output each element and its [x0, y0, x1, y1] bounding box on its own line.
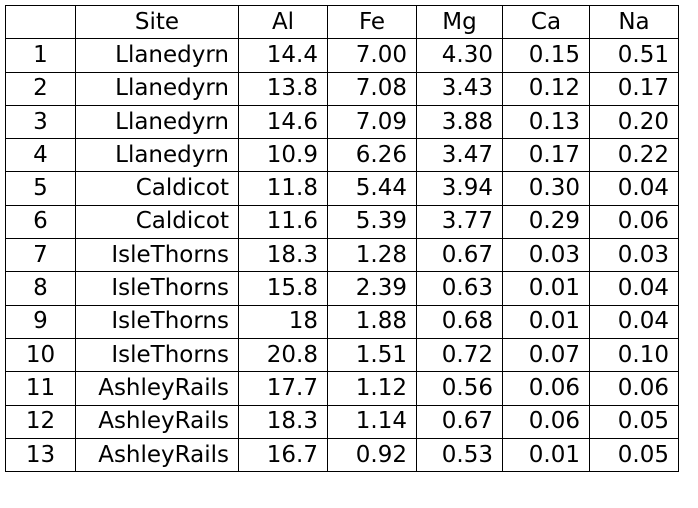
cell-fe: 0.92: [328, 438, 417, 471]
cell-ca: 0.13: [503, 105, 590, 138]
table-row: [6, 105, 679, 138]
header-cell-index: [6, 6, 76, 39]
cell-mg: 3.43: [417, 72, 503, 105]
cell-fe: 7.08: [328, 72, 417, 105]
cell-al: 11.6: [239, 205, 328, 238]
cell-row-index: 6: [6, 205, 76, 238]
cell-mg: 0.67: [417, 405, 503, 438]
cell-row-index: 10: [6, 338, 76, 371]
cell-ca: 0.01: [503, 272, 590, 305]
cell-row-index: 4: [6, 139, 76, 172]
cell-row-index: 12: [6, 405, 76, 438]
cell-fe: 5.39: [328, 205, 417, 238]
header-row: [6, 6, 679, 39]
cell-row-index: 9: [6, 305, 76, 338]
cell-al: 14.4: [239, 39, 328, 72]
cell-al: 11.8: [239, 172, 328, 205]
table-row: [6, 39, 679, 72]
data-table-container: [5, 5, 679, 472]
cell-site: IsleThorns: [76, 338, 239, 371]
cell-ca: 0.01: [503, 305, 590, 338]
table-row: [6, 172, 679, 205]
cell-row-index: 7: [6, 239, 76, 272]
cell-site: IsleThorns: [76, 239, 239, 272]
table-row: [6, 72, 679, 105]
cell-row-index: 2: [6, 72, 76, 105]
cell-na: 0.04: [590, 172, 679, 205]
cell-fe: 2.39: [328, 272, 417, 305]
cell-na: 0.10: [590, 338, 679, 371]
cell-al: 10.9: [239, 139, 328, 172]
cell-site: Caldicot: [76, 172, 239, 205]
cell-site: Llanedyrn: [76, 72, 239, 105]
table-row: [6, 239, 679, 272]
cell-mg: 0.67: [417, 239, 503, 272]
header-cell-site: Site: [76, 6, 239, 39]
cell-row-index: 11: [6, 372, 76, 405]
cell-na: 0.17: [590, 72, 679, 105]
cell-site: AshleyRails: [76, 372, 239, 405]
cell-al: 18.3: [239, 239, 328, 272]
cell-site: AshleyRails: [76, 405, 239, 438]
cell-ca: 0.06: [503, 405, 590, 438]
cell-al: 13.8: [239, 72, 328, 105]
cell-site: Llanedyrn: [76, 39, 239, 72]
table-row: [6, 338, 679, 371]
table-row: [6, 272, 679, 305]
table-row: [6, 438, 679, 471]
cell-na: 0.06: [590, 205, 679, 238]
cell-na: 0.04: [590, 305, 679, 338]
cell-ca: 0.03: [503, 239, 590, 272]
cell-site: IsleThorns: [76, 305, 239, 338]
cell-al: 16.7: [239, 438, 328, 471]
cell-mg: 0.72: [417, 338, 503, 371]
cell-al: 14.6: [239, 105, 328, 138]
cell-al: 18: [239, 305, 328, 338]
cell-mg: 3.47: [417, 139, 503, 172]
header-cell-ca: Ca: [503, 6, 590, 39]
cell-fe: 1.28: [328, 239, 417, 272]
cell-mg: 0.68: [417, 305, 503, 338]
cell-ca: 0.29: [503, 205, 590, 238]
cell-ca: 0.12: [503, 72, 590, 105]
data-table: [5, 5, 679, 472]
cell-fe: 1.12: [328, 372, 417, 405]
table-body: [6, 39, 679, 472]
table-row: [6, 372, 679, 405]
cell-na: 0.04: [590, 272, 679, 305]
cell-ca: 0.15: [503, 39, 590, 72]
cell-fe: 1.88: [328, 305, 417, 338]
cell-ca: 0.01: [503, 438, 590, 471]
cell-row-index: 5: [6, 172, 76, 205]
cell-site: Caldicot: [76, 205, 239, 238]
cell-site: Llanedyrn: [76, 105, 239, 138]
cell-fe: 7.00: [328, 39, 417, 72]
cell-mg: 3.88: [417, 105, 503, 138]
cell-mg: 0.53: [417, 438, 503, 471]
cell-fe: 6.26: [328, 139, 417, 172]
cell-mg: 3.94: [417, 172, 503, 205]
table-row: [6, 305, 679, 338]
cell-ca: 0.07: [503, 338, 590, 371]
header-cell-al: Al: [239, 6, 328, 39]
cell-mg: 4.30: [417, 39, 503, 72]
cell-fe: 1.14: [328, 405, 417, 438]
header-cell-fe: Fe: [328, 6, 417, 39]
cell-na: 0.05: [590, 438, 679, 471]
cell-ca: 0.17: [503, 139, 590, 172]
cell-mg: 3.77: [417, 205, 503, 238]
cell-row-index: 1: [6, 39, 76, 72]
cell-ca: 0.30: [503, 172, 590, 205]
table-row: [6, 205, 679, 238]
cell-fe: 7.09: [328, 105, 417, 138]
cell-al: 15.8: [239, 272, 328, 305]
cell-row-index: 3: [6, 105, 76, 138]
cell-na: 0.03: [590, 239, 679, 272]
cell-row-index: 8: [6, 272, 76, 305]
cell-na: 0.20: [590, 105, 679, 138]
cell-row-index: 13: [6, 438, 76, 471]
table-row: [6, 139, 679, 172]
cell-site: AshleyRails: [76, 438, 239, 471]
table-row: [6, 405, 679, 438]
cell-al: 18.3: [239, 405, 328, 438]
header-cell-na: Na: [590, 6, 679, 39]
cell-na: 0.05: [590, 405, 679, 438]
cell-fe: 5.44: [328, 172, 417, 205]
cell-ca: 0.06: [503, 372, 590, 405]
cell-site: Llanedyrn: [76, 139, 239, 172]
cell-na: 0.51: [590, 39, 679, 72]
cell-site: IsleThorns: [76, 272, 239, 305]
cell-mg: 0.63: [417, 272, 503, 305]
cell-na: 0.06: [590, 372, 679, 405]
cell-al: 17.7: [239, 372, 328, 405]
cell-fe: 1.51: [328, 338, 417, 371]
cell-al: 20.8: [239, 338, 328, 371]
cell-na: 0.22: [590, 139, 679, 172]
header-cell-mg: Mg: [417, 6, 503, 39]
cell-mg: 0.56: [417, 372, 503, 405]
